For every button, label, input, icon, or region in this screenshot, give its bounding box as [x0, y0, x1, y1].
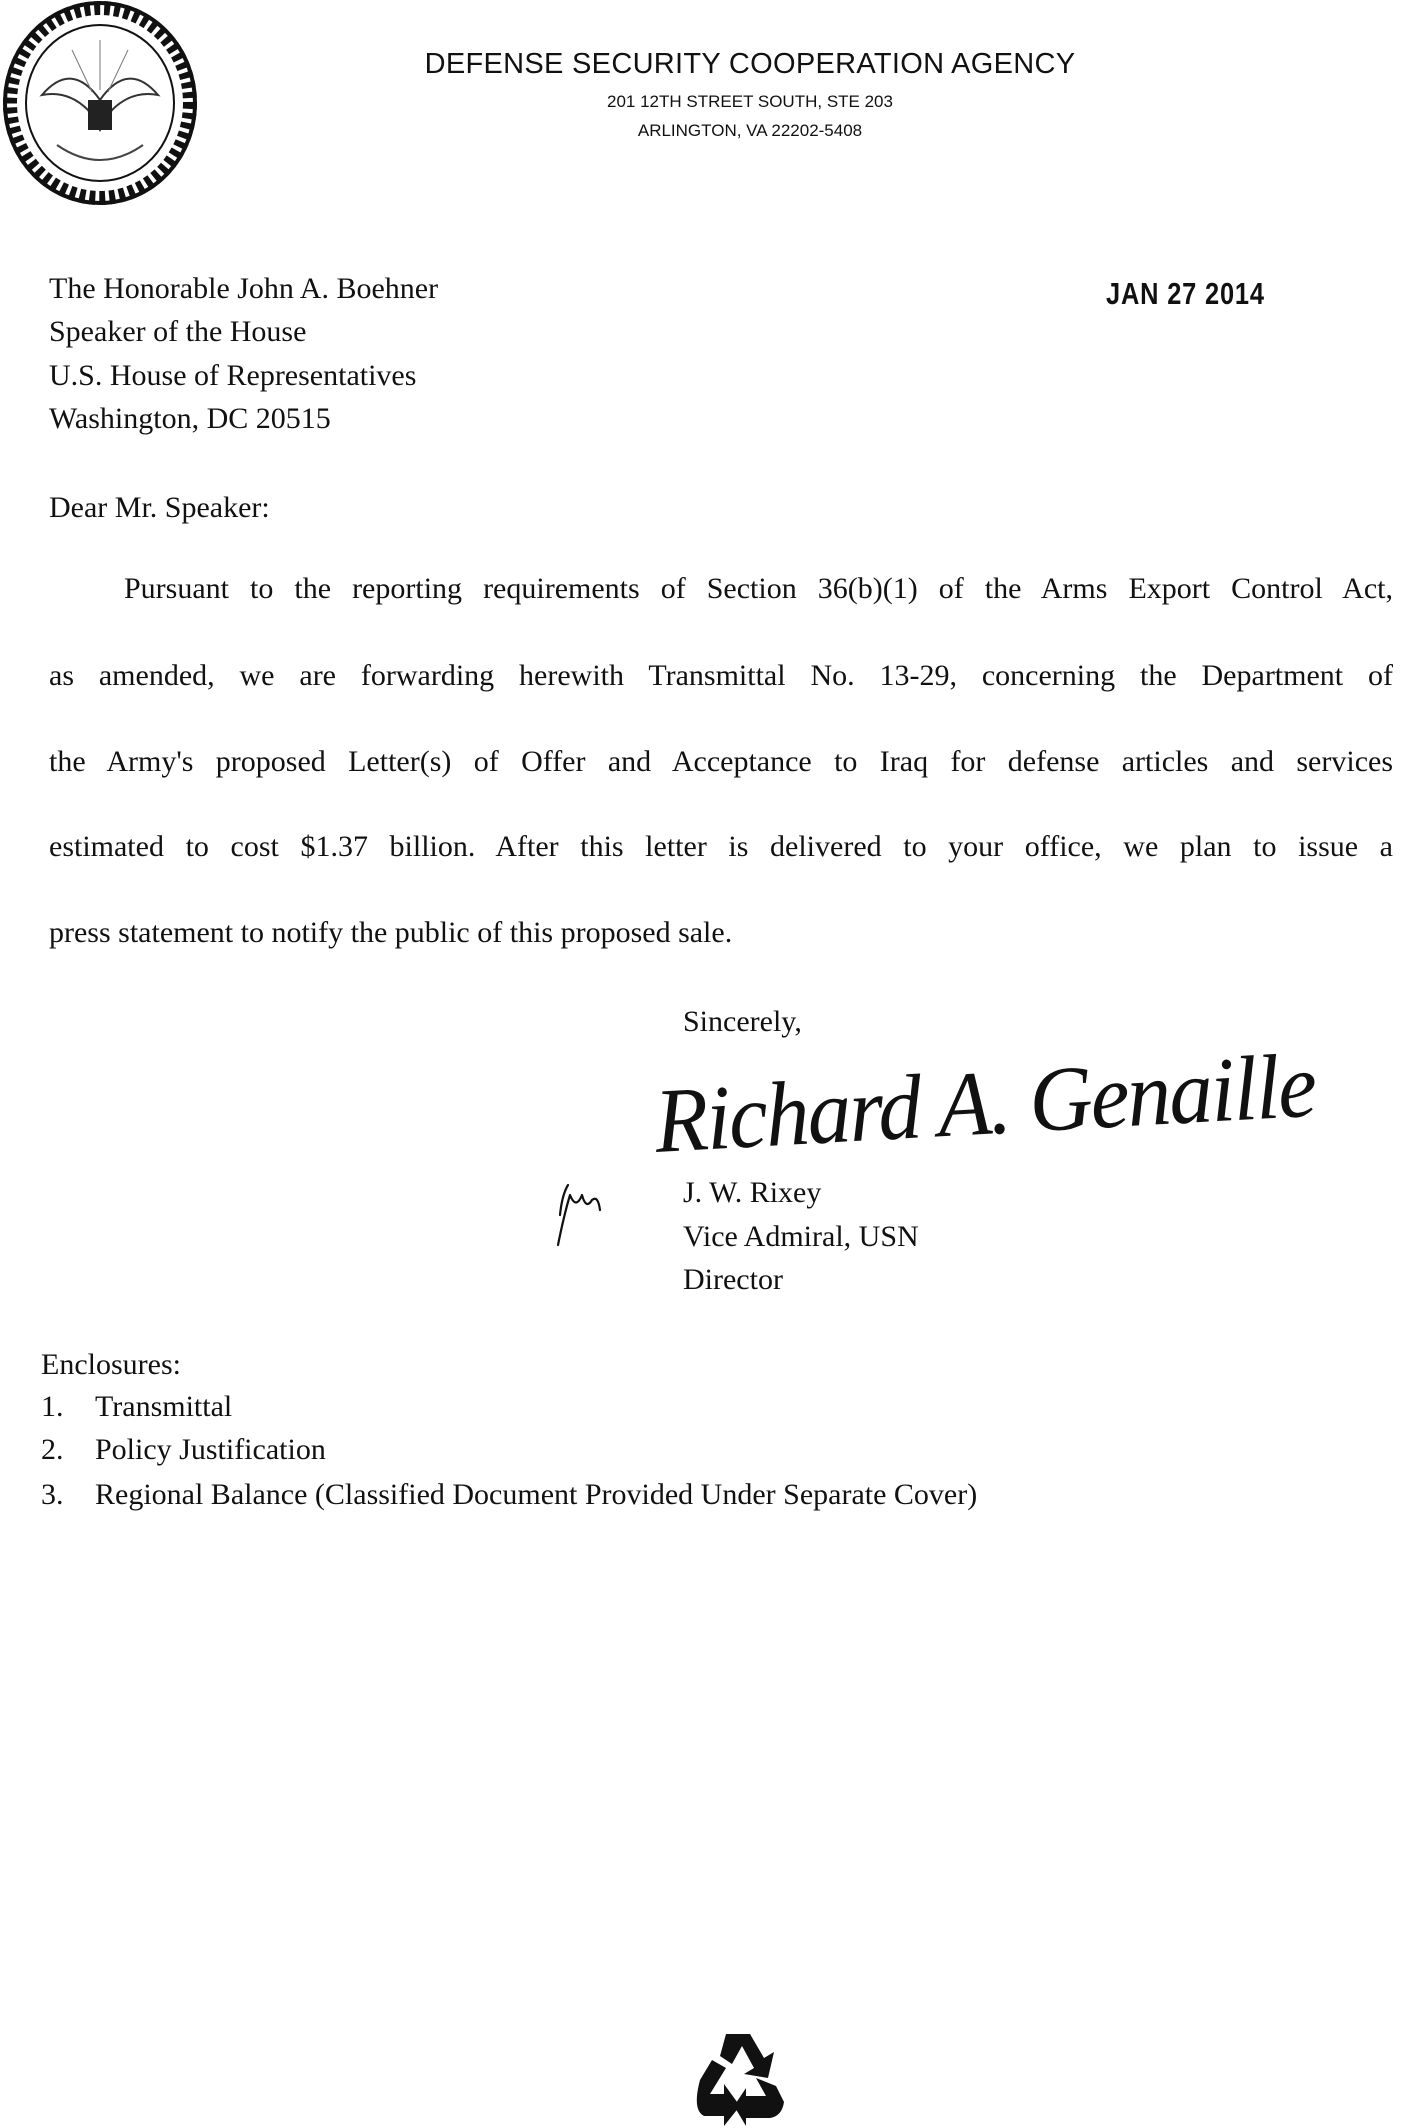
agency-address-line2: ARLINGTON, VA 22202-5408: [637, 121, 863, 140]
recipient-line: Speaker of the House: [49, 315, 307, 348]
signer-name: J. W. Rixey: [683, 1176, 822, 1209]
handwritten-signature: Richard A. Genaille: [652, 1033, 1318, 1172]
body-line: press statement to notify the public of this proposed sale.: [49, 916, 733, 949]
enclosure-number: 3.: [41, 1478, 64, 1511]
enclosures-heading: Enclosures:: [41, 1348, 181, 1381]
body-line: the Army's proposed Letter(s) of Offer and Acceptance to Iraq for defense articles and services: [49, 745, 1393, 778]
enclosure-number: 2.: [41, 1433, 64, 1466]
agency-address-line1: 201 12TH STREET SOUTH, STE 203: [607, 92, 893, 111]
body-line: as amended, we are forwarding herewith Transmittal No. 13-29, concerning the Department of: [49, 659, 1393, 692]
date-stamp: JAN 27 2014: [1106, 276, 1265, 311]
recycle-icon: [690, 2030, 786, 2128]
recipient-line: The Honorable John A. Boehner: [49, 272, 439, 305]
body-line: estimated to cost $1.37 billion. After this letter is delivered to your office, we plan to issue a: [49, 830, 1393, 863]
salutation: Dear Mr. Speaker:: [49, 491, 270, 524]
signer-title: Director: [683, 1263, 783, 1296]
agency-name: DEFENSE SECURITY COOPERATION AGENCY: [424, 48, 1076, 80]
enclosure-item: Policy Justification: [95, 1433, 326, 1466]
enclosure-item: Transmittal: [95, 1390, 233, 1423]
closing: Sincerely,: [683, 1005, 802, 1038]
enclosure-item: Regional Balance (Classified Document Provided Under Separate Cover): [95, 1478, 978, 1511]
signer-rank: Vice Admiral, USN: [683, 1220, 919, 1253]
enclosure-number: 1.: [41, 1390, 64, 1423]
recipient-line: U.S. House of Representatives: [49, 359, 417, 392]
body-line: Pursuant to the reporting requirements of Section 36(b)(1) of the Arms Export Control Act,: [124, 572, 1393, 605]
recipient-line: Washington, DC 20515: [49, 402, 331, 435]
